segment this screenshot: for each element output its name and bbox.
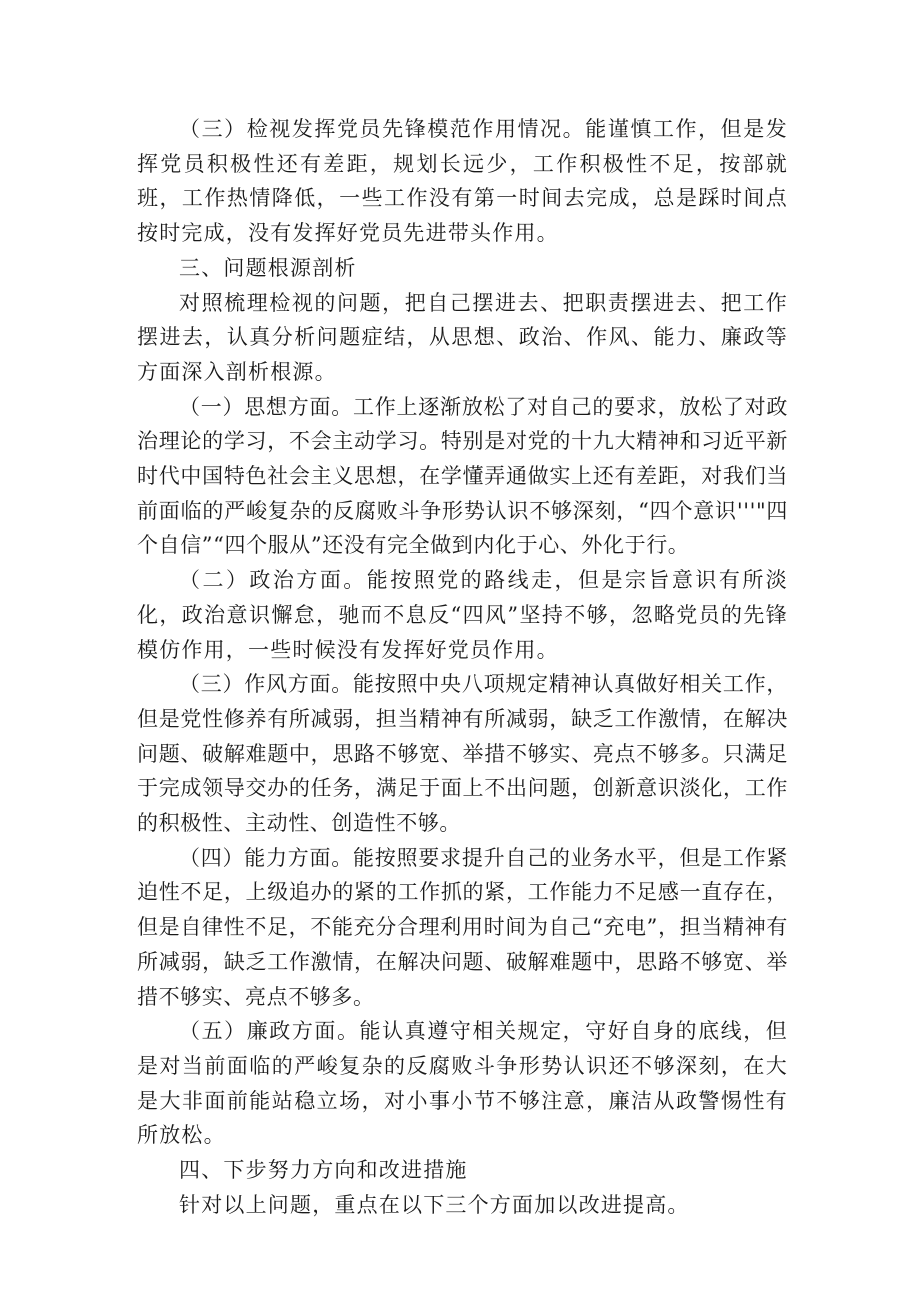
paragraph-politics: （二）政治方面。能按照党的路线走，但是宗旨意识有所淡化，政治意识懈怠，驰而不息反“四风”坚持不够，忽略党员的先锋模仿作用，一些时候没有发挥好党员作用。 xyxy=(137,568,788,662)
paragraph-integrity: （五）廉政方面。能认真遵守相关规定，守好自身的底线，但是对当前面临的严峻复杂的反腐败斗争形势认识还不够深刻，在大是大非面前能站稳立场，对小事小节不够注意，廉洁从政警惕性有所放松。 xyxy=(137,1019,788,1148)
paragraph-improvement-intro: 针对以上问题，重点在以下三个方面加以改进提高。 xyxy=(179,1192,690,1217)
section-heading-root-causes: 三、问题根源剖析 xyxy=(179,255,357,280)
paragraph-root-cause-intro: 对照梳理检视的问题，把自己摆进去、把职责摆进去、把工作摆进去，认真分析问题症结，从思想、政治、作风、能力、廉政等方面深入剖析根源。 xyxy=(137,290,788,384)
paragraph-party-member-role: （三）检视发挥党员先锋模范作用情况。能谨慎工作，但是发挥党员积极性还有差距，规划长远少，工作积极性不足，按部就班，工作热情降低，一些工作没有第一时间去完成，总是踩时间点按时完成，没有发挥好党员先进带头作用。 xyxy=(137,117,788,246)
section-heading-improvements: 四、下步努力方向和改进措施 xyxy=(179,1158,468,1183)
paragraph-ability: （四）能力方面。能按照要求提升自己的业务水平，但是工作紧迫性不足，上级追办的紧的工作抓的紧，工作能力不足感一直存在，但是自律性不足，不能充分合理利用时间为自己“充电”，担当精神有所减弱，缺乏工作激情，在解决问题、破解难题中，思路不够宽、举措不够实、亮点不够多。 xyxy=(137,845,788,1009)
paragraph-work-style: （三）作风方面。能按照中央八项规定精神认真做好相关工作，但是党性修养有所减弱，担当精神有所减弱，缺乏工作激情，在解决问题、破解难题中，思路不够宽、举措不够实、亮点不够多。只满足于完成领导交办的任务，满足于面上不出问题，创新意识淡化，工作的积极性、主动性、创造性不够。 xyxy=(137,672,788,836)
paragraph-ideology: （一）思想方面。工作上逐渐放松了对自己的要求，放松了对政治理论的学习，不会主动学习。特别是对党的十九大精神和习近平新时代中国特色社会主义思想，在学懂弄通做实上还有差距，对我们当前面临的严峻复杂的反腐败斗争形势认识不够深刻，“四个意识'''"四个自信”“四个服从”还没有完全做到内化于心、外化于行。 xyxy=(137,394,788,558)
